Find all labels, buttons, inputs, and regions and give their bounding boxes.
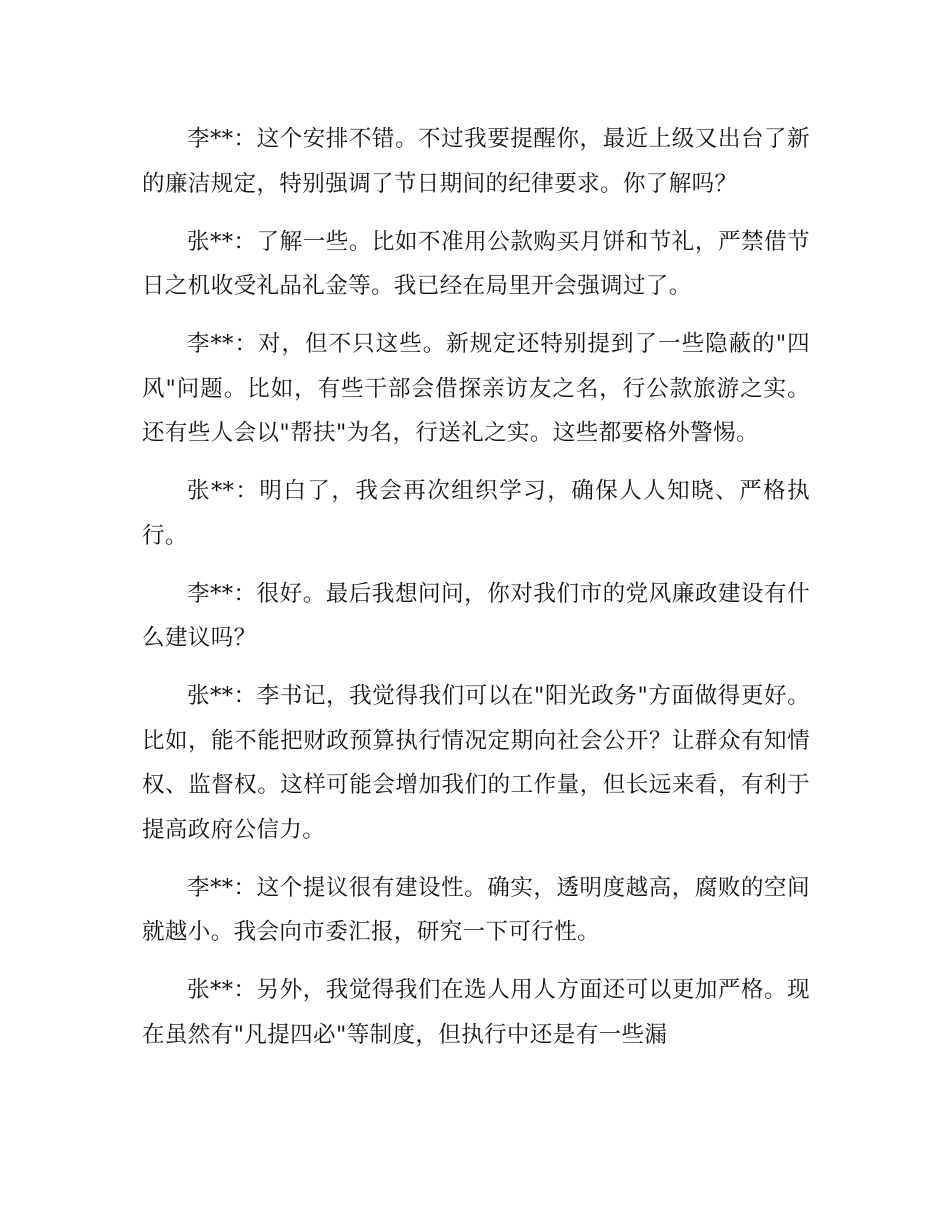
dialogue-paragraph: 张**：明白了，我会再次组织学习，确保人人知晓、严格执行。 — [142, 478, 810, 549]
document-page — [142, 117, 810, 1071]
dialogue-paragraph: 李**：对，但不只这些。新规定还特别提到了一些隐蔽的"四风"问题。比如，有些干部会借探亲访友之名，行公款旅游之实。还有些人会以"帮扶"为名，行送礼之实。这些都要格外警惕。 — [142, 331, 810, 446]
dialogue-paragraph: 李**：这个提议很有建设性。确实，透明度越高，腐败的空间就越小。我会向市委汇报，研究一下可行性。 — [142, 874, 810, 945]
dialogue-paragraph: 张**：另外，我觉得我们在选人用人方面还可以更加严格。现在虽然有"凡提四必"等制度，但执行中还是有一些漏 — [142, 977, 810, 1048]
dialogue-paragraph: 李**：很好。最后我想问问，你对我们市的党风廉政建设有什么建议吗？ — [142, 580, 810, 651]
dialogue-paragraph: 张**：了解一些。比如不准用公款购买月饼和节礼，严禁借节日之机收受礼品礼金等。我已经在局里开会强调过了。 — [142, 228, 810, 299]
dialogue-paragraph: 张**：李书记，我觉得我们可以在"阳光政务"方面做得更好。比如，能不能把财政预算执行情况定期向社会公开？让群众有知情权、监督权。这样可能会增加我们的工作量，但长远来看，有利于提高政府公信力。 — [142, 683, 810, 843]
dialogue-paragraph: 李**：这个安排不错。不过我要提醒你，最近上级又出台了新的廉洁规定，特别强调了节日期间的纪律要求。你了解吗？ — [142, 126, 810, 197]
